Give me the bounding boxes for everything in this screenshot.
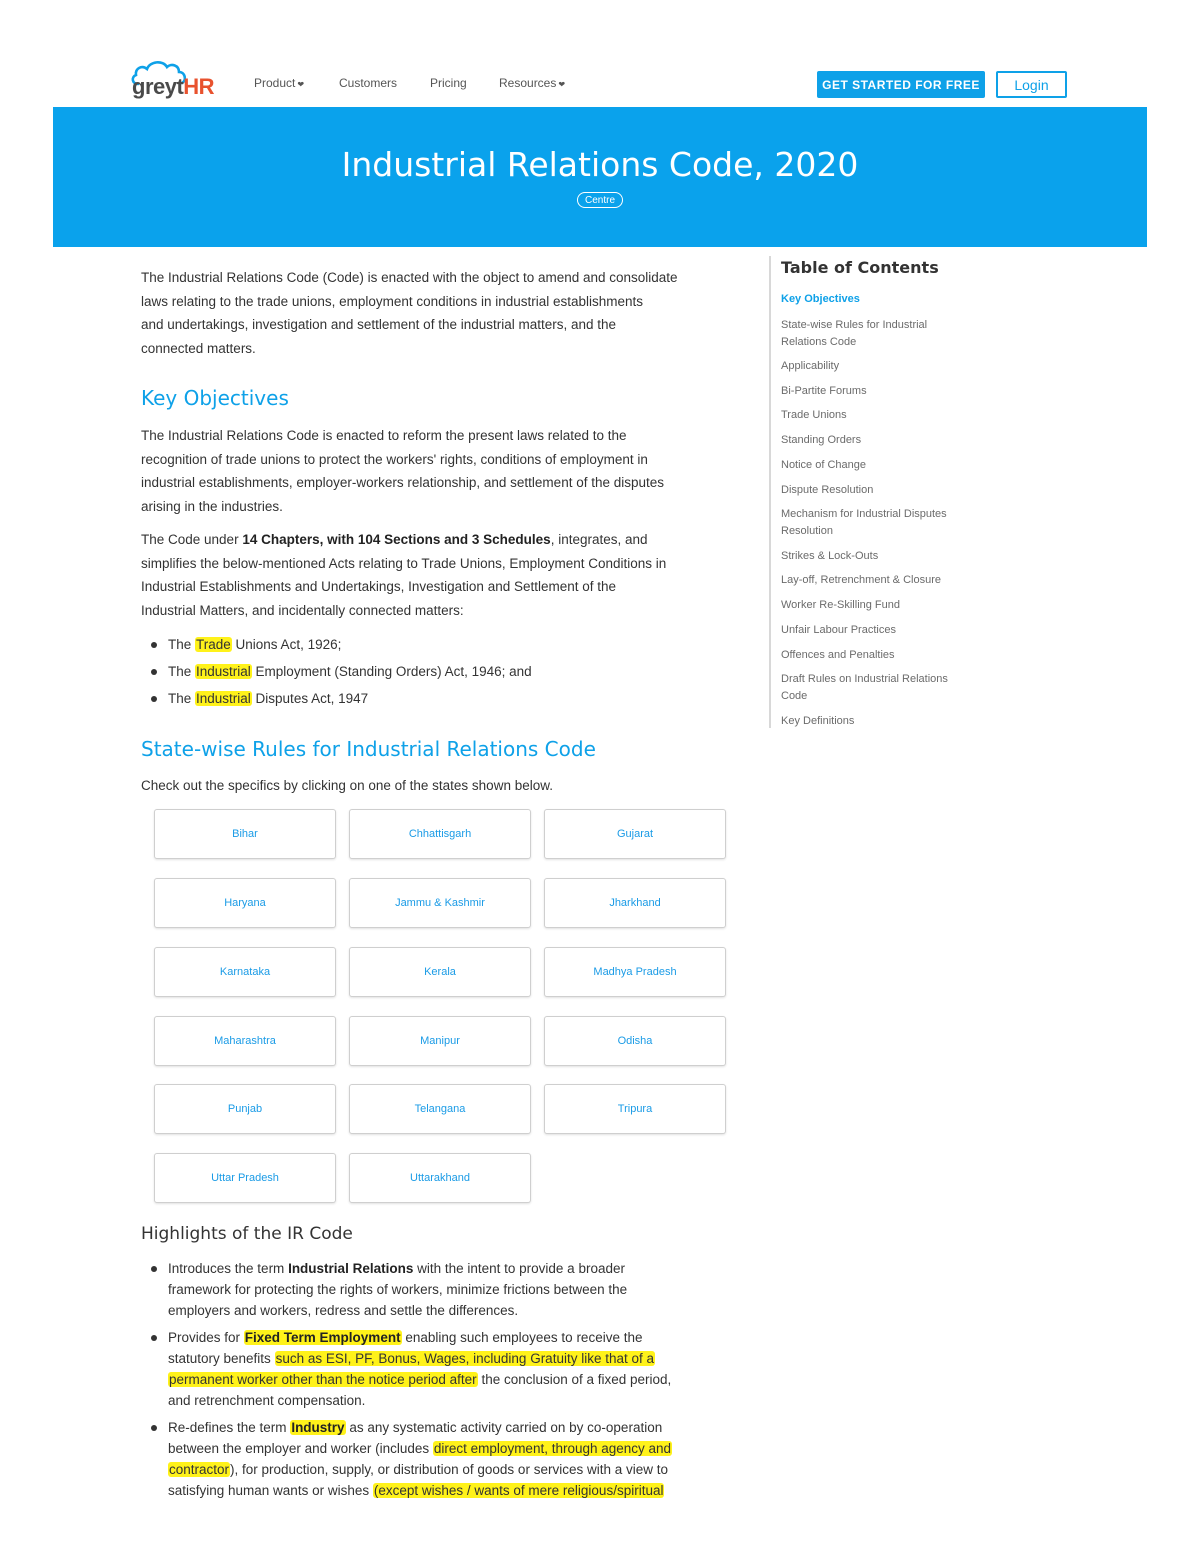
- list-item: Introduces the term Industrial Relations with the intent to provide a broader framework for protecting the rights of workers, minimize frictions between the employers and workers, redress and settle the differences.: [141, 1258, 741, 1321]
- toc-item-trade-unions[interactable]: Trade Unions: [781, 409, 847, 421]
- nav-customers[interactable]: Customers: [339, 76, 398, 90]
- list-item: Provides for Fixed Term Employment enabling such employees to receive the statutory benefits such as ESI, PF, Bonus, Wages, including Gratuity like that of a permanent worker other than the notice period after the conclusion of a fixed period, and retrenchment compensation.: [141, 1327, 741, 1411]
- toc-item-offences-penalties[interactable]: Offences and Penalties: [781, 649, 895, 661]
- list-item: The Industrial Disputes Act, 1947: [141, 688, 741, 709]
- get-started-button[interactable]: GET STARTED FOR FREE: [817, 71, 985, 98]
- state-button-maharashtra[interactable]: Maharashtra: [154, 1016, 336, 1066]
- state-button-punjab[interactable]: Punjab: [154, 1084, 336, 1134]
- intro-paragraph: The Industrial Relations Code (Code) is enacted with the object to amend and consolidate laws relating to the trade unions, employment conditions in industrial establishments and undertakings, investigation and settlement of the industrial matters, and the connected matters.: [141, 270, 678, 356]
- jurisdiction-badge[interactable]: Centre: [577, 192, 623, 208]
- nav-resources[interactable]: Resources ❤: [499, 76, 566, 90]
- state-button-uttar-pradesh[interactable]: Uttar Pradesh: [154, 1153, 336, 1203]
- state-button-telangana[interactable]: Telangana: [349, 1084, 531, 1134]
- list-item: The Trade Unions Act, 1926;: [141, 634, 741, 655]
- state-button-tripura[interactable]: Tripura: [544, 1084, 726, 1134]
- state-button-jammu-kashmir[interactable]: Jammu & Kashmir: [349, 878, 531, 928]
- highlights-heading: Highlights of the IR Code: [141, 1224, 353, 1244]
- toc-item-dispute-mechanism[interactable]: Mechanism for Industrial Disputes Resolution: [781, 508, 947, 537]
- toc-item-key-definitions[interactable]: Key Definitions: [781, 715, 855, 727]
- nav-pricing[interactable]: Pricing: [430, 76, 467, 90]
- state-button-chhattisgarh[interactable]: Chhattisgarh: [349, 809, 531, 859]
- toc-item-key-objectives[interactable]: Key Objectives: [781, 293, 860, 305]
- toc-item-unfair-practices[interactable]: Unfair Labour Practices: [781, 624, 896, 636]
- state-button-jharkhand[interactable]: Jharkhand: [544, 878, 726, 928]
- state-button-bihar[interactable]: Bihar: [154, 809, 336, 859]
- page-title: Industrial Relations Code, 2020: [341, 145, 859, 184]
- state-button-gujarat[interactable]: Gujarat: [544, 809, 726, 859]
- hero-banner: [53, 107, 1147, 247]
- highlights-list: [141, 1258, 741, 1501]
- nav-product[interactable]: Product ❤: [254, 76, 305, 90]
- toc-item-draft-rules[interactable]: Draft Rules on Industrial Relations Code: [781, 673, 948, 702]
- list-item: Re-defines the term Industry as any systematic activity carried on by co-operation between the employer and worker (includes direct employment, through agency and contractor), for production, supply, or distribution of goods or services with a view to satisfying human wants or wishes (except wishes / wants of mere religious/spiritual: [141, 1417, 741, 1501]
- key-objectives-heading: Key Objectives: [141, 386, 289, 410]
- key-objectives-paragraph: The Industrial Relations Code is enacted to reform the present laws related to the recognition of trade unions to protect the workers' rights, conditions of employment in industrial establishments, employer-workers relationship, and settlement of the disputes arising in the industries.: [141, 428, 665, 514]
- toc-item-strikes-lockouts[interactable]: Strikes & Lock-Outs: [781, 550, 879, 562]
- chevron-down-icon: ❤: [297, 80, 305, 89]
- state-button-madhya-pradesh[interactable]: Madhya Pradesh: [544, 947, 726, 997]
- toc-item-state-wise-rules[interactable]: State-wise Rules for Industrial Relations Code: [781, 319, 928, 348]
- toc-item-applicability[interactable]: Applicability: [781, 360, 840, 372]
- chevron-down-icon: ❤: [558, 80, 566, 89]
- toc-title: Table of Contents: [781, 258, 939, 277]
- table-of-contents: [769, 256, 979, 728]
- state-button-odisha[interactable]: Odisha: [544, 1016, 726, 1066]
- toc-item-dispute-resolution[interactable]: Dispute Resolution: [781, 484, 874, 496]
- state-button-kerala[interactable]: Kerala: [349, 947, 531, 997]
- state-button-haryana[interactable]: Haryana: [154, 878, 336, 928]
- toc-item-bi-partite-forums[interactable]: Bi-Partite Forums: [781, 385, 867, 397]
- toc-item-reskilling-fund[interactable]: Worker Re-Skilling Fund: [781, 599, 901, 611]
- state-rules-heading: State-wise Rules for Industrial Relations Code: [141, 737, 596, 761]
- acts-list: [141, 634, 741, 709]
- toc-item-layoff-retrenchment[interactable]: Lay-off, Retrenchment & Closure: [781, 574, 941, 586]
- top-navigation: [0, 0, 1200, 107]
- state-rules-intro: Check out the specifics by clicking on one of the states shown below.: [141, 778, 553, 793]
- logo-wordmark: greytHR: [132, 74, 215, 99]
- code-structure-paragraph: The Code under 14 Chapters, with 104 Sections and 3 Schedules, integrates, and simplifies the below-mentioned Acts relating to Trade Unions, Employment Conditions in Industrial Establishments and Undertakings, Investigation and Settlement of the Industrial Matters, and incidentally connected matters:: [141, 532, 667, 618]
- greythr-logo[interactable]: [130, 60, 234, 100]
- login-button[interactable]: Login: [996, 71, 1067, 98]
- state-button-uttarakhand[interactable]: Uttarakhand: [349, 1153, 531, 1203]
- state-button-manipur[interactable]: Manipur: [349, 1016, 531, 1066]
- state-button-karnataka[interactable]: Karnataka: [154, 947, 336, 997]
- toc-item-notice-of-change[interactable]: Notice of Change: [781, 459, 866, 471]
- list-item: The Industrial Employment (Standing Orders) Act, 1946; and: [141, 661, 741, 682]
- toc-item-standing-orders[interactable]: Standing Orders: [781, 434, 862, 446]
